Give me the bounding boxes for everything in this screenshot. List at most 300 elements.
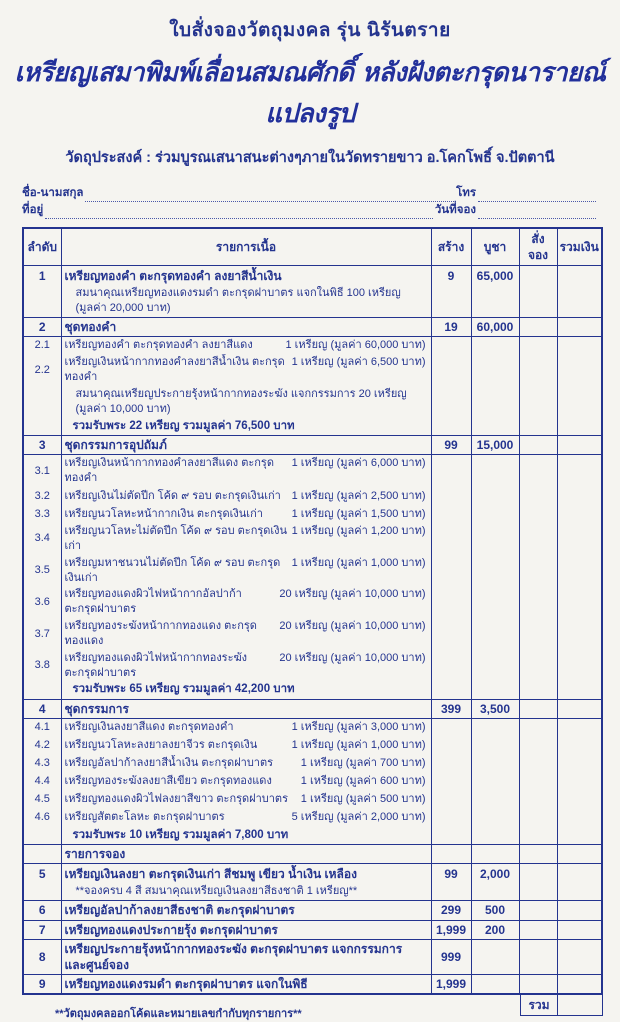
row-index: 4.1 <box>23 719 61 737</box>
row-index: 9 <box>23 975 61 995</box>
row-quantity-value <box>426 941 428 973</box>
row-description: เหรียญทองคำ ตะกรุดทองคำ ลงยาสีน้ำเงิน <box>64 268 282 283</box>
row-order-blank-cell[interactable] <box>519 555 557 587</box>
row-total-blank-cell[interactable] <box>557 354 602 386</box>
row-made-count <box>431 719 471 737</box>
table-row <box>23 920 602 939</box>
row-index: 3.8 <box>23 650 61 682</box>
row-price <box>471 505 519 523</box>
row-total-blank-cell[interactable] <box>557 650 602 682</box>
row-description-cell <box>61 586 431 618</box>
booking-date-input-line[interactable] <box>478 206 596 219</box>
table-row <box>23 827 602 845</box>
row-total-blank-cell[interactable] <box>557 436 602 455</box>
grand-total-label: รวม <box>520 995 558 1016</box>
row-made-count <box>431 586 471 618</box>
row-order-blank-cell[interactable] <box>519 845 557 864</box>
table-row <box>23 436 602 455</box>
address-label: ที่อยู่ <box>22 204 44 216</box>
row-description: รวมรับพระ 10 เหรียญ รวมมูลค่า 7,800 บาท <box>72 828 289 841</box>
row-description: เหรียญเงินไม่ตัดปีก โค้ด ๙ รอบ ตะกรุดเงินเก่า <box>64 489 281 502</box>
table-row <box>23 285 602 317</box>
row-description-cell <box>61 755 431 773</box>
row-made-count <box>431 827 471 845</box>
row-price <box>471 650 519 682</box>
row-quantity-value <box>426 922 428 938</box>
row-description: สมนาคุณเหรียญทองแดงรมดำ ตะกรุดฝาบาตร แจกในพิธี 100 เหรียญ (มูลค่า 20,000 บาท) <box>75 286 401 314</box>
row-description-cell <box>61 901 431 920</box>
booking-date-label: วันที่จอง <box>434 204 476 216</box>
table-row <box>23 487 602 505</box>
row-total-blank-cell[interactable] <box>557 523 602 555</box>
row-description: เหรียญทองแดงผิวไฟหน้ากากอัลปาก้า ตะกรุดฝาบาตร <box>64 588 242 616</box>
table-row <box>23 864 602 883</box>
col-header-order: สั่งจอง <box>519 228 557 266</box>
row-quantity-value: 20 เหรียญ (มูลค่า 10,000 บาท) <box>279 588 426 601</box>
row-price <box>471 386 519 418</box>
row-description: เหรียญทองแดงรมดำ ตะกรุดฝาบาตร แจกในพิธี <box>64 977 308 992</box>
row-description-cell <box>61 681 431 699</box>
row-order-blank-cell[interactable] <box>519 719 557 737</box>
row-description-cell <box>61 650 431 682</box>
row-total-blank-cell[interactable] <box>557 386 602 418</box>
row-description-cell <box>61 791 431 809</box>
row-description-cell <box>61 266 431 285</box>
table-header-row <box>23 228 602 266</box>
row-price <box>471 354 519 386</box>
row-total-blank-cell[interactable] <box>557 883 602 901</box>
row-price <box>471 418 519 436</box>
row-total-blank-cell[interactable] <box>557 285 602 317</box>
row-quantity-value <box>426 387 428 417</box>
row-made-count <box>431 354 471 386</box>
row-description: ชุดกรรมการ <box>64 701 129 716</box>
row-order-blank-cell[interactable] <box>519 618 557 650</box>
row-order-blank-cell[interactable] <box>519 737 557 755</box>
row-total-blank-cell[interactable] <box>557 505 602 523</box>
row-made-count: 1,999 <box>431 920 471 939</box>
row-description-cell <box>61 354 431 386</box>
row-quantity-value <box>426 419 428 435</box>
row-order-blank-cell[interactable] <box>519 317 557 336</box>
row-quantity-value <box>426 701 428 717</box>
row-index <box>23 827 61 845</box>
row-quantity-value: 1 เหรียญ (มูลค่า 700 บาท) <box>300 757 426 770</box>
grand-total-blank-cell[interactable] <box>558 995 603 1016</box>
row-total-blank-cell[interactable] <box>557 755 602 773</box>
row-description-cell <box>61 864 431 883</box>
row-index: 3.1 <box>23 455 61 487</box>
address-input-line[interactable] <box>45 206 433 219</box>
row-made-count: 99 <box>431 864 471 883</box>
row-index: 4.3 <box>23 755 61 773</box>
row-description-cell <box>61 809 431 827</box>
table-row <box>23 317 602 336</box>
row-description-cell <box>61 737 431 755</box>
row-price: 3,500 <box>471 699 519 718</box>
row-index: 4.2 <box>23 737 61 755</box>
row-description-cell <box>61 455 431 487</box>
row-order-blank-cell[interactable] <box>519 883 557 901</box>
row-index <box>23 285 61 317</box>
row-quantity-value <box>426 319 428 335</box>
row-price <box>471 336 519 354</box>
row-total-blank-cell[interactable] <box>557 618 602 650</box>
row-total-blank-cell[interactable] <box>557 487 602 505</box>
row-order-blank-cell[interactable] <box>519 681 557 699</box>
name-label: ชื่อ-นามสกุล <box>22 187 84 199</box>
table-row <box>23 650 602 682</box>
row-description-cell <box>61 975 431 995</box>
row-total-blank-cell[interactable] <box>557 586 602 618</box>
row-made-count <box>431 809 471 827</box>
row-description-cell <box>61 505 431 523</box>
row-total-blank-cell[interactable] <box>557 681 602 699</box>
table-row <box>23 586 602 618</box>
row-description: เหรียญนวโลหะหน้ากากเงิน ตะกรุดเงินเก่า <box>64 507 263 520</box>
row-price: 65,000 <box>471 266 519 285</box>
phone-label: โทร <box>456 187 476 199</box>
row-total-blank-cell[interactable] <box>557 920 602 939</box>
row-order-blank-cell[interactable] <box>519 773 557 791</box>
row-description-cell <box>61 336 431 354</box>
row-made-count <box>431 737 471 755</box>
row-index: 4 <box>23 699 61 718</box>
row-quantity-value: 1 เหรียญ (มูลค่า 6,000 บาท) <box>291 457 426 470</box>
row-price <box>471 487 519 505</box>
row-order-blank-cell[interactable] <box>519 266 557 285</box>
table-row <box>23 505 602 523</box>
table-row <box>23 618 602 650</box>
row-order-blank-cell[interactable] <box>519 354 557 386</box>
row-made-count <box>431 681 471 699</box>
row-description: เหรียญทองคำ ตะกรุดทองคำ ลงยาสีแดง <box>64 339 253 352</box>
order-table-body <box>23 266 602 994</box>
row-description: เหรียญนวโลหะไม่ตัดปีก โค้ด ๙ รอบ ตะกรุดเงินเก่า <box>64 525 288 552</box>
row-price <box>471 618 519 650</box>
row-order-blank-cell[interactable] <box>519 901 557 920</box>
row-total-blank-cell[interactable] <box>557 975 602 995</box>
row-quantity-value <box>426 902 428 918</box>
row-quantity-value: 1 เหรียญ (มูลค่า 6,500 บาท) <box>291 356 426 369</box>
row-total-blank-cell[interactable] <box>557 791 602 809</box>
table-row <box>23 386 602 418</box>
row-order-blank-cell[interactable] <box>519 827 557 845</box>
row-description-cell <box>61 285 431 317</box>
row-description: เหรียญเงินหน้ากากทองคำลงยาสีน้ำเงิน ตะกรุดทองคำ <box>64 356 285 384</box>
row-price <box>471 827 519 845</box>
row-quantity-value <box>426 976 428 992</box>
row-total-blank-cell[interactable] <box>557 336 602 354</box>
row-description: รวมรับพระ 65 เหรียญ รวมมูลค่า 42,200 บาท <box>72 683 295 696</box>
row-index <box>23 883 61 901</box>
row-order-blank-cell[interactable] <box>519 791 557 809</box>
row-total-blank-cell[interactable] <box>557 864 602 883</box>
row-quantity-value: 5 เหรียญ (มูลค่า 2,000 บาท) <box>291 811 426 824</box>
table-row <box>23 901 602 920</box>
row-made-count <box>431 845 471 864</box>
row-total-blank-cell[interactable] <box>557 939 602 974</box>
row-made-count <box>431 755 471 773</box>
row-order-blank-cell[interactable] <box>519 586 557 618</box>
row-quantity-value <box>426 437 428 453</box>
row-index: 5 <box>23 864 61 883</box>
row-made-count <box>431 618 471 650</box>
row-made-count: 1,999 <box>431 975 471 995</box>
row-made-count <box>431 523 471 555</box>
table-row <box>23 681 602 699</box>
row-order-blank-cell[interactable] <box>519 505 557 523</box>
row-quantity-value <box>426 846 428 862</box>
row-made-count <box>431 487 471 505</box>
table-row <box>23 555 602 587</box>
row-description-cell <box>61 523 431 555</box>
row-order-blank-cell[interactable] <box>519 455 557 487</box>
row-order-blank-cell[interactable] <box>519 418 557 436</box>
row-description: เหรียญทองระฆังลงยาสีเขียว ตะกรุดทองแดง <box>64 775 272 788</box>
row-total-blank-cell[interactable] <box>557 809 602 827</box>
row-quantity-value: 1 เหรียญ (มูลค่า 2,500 บาท) <box>291 489 426 502</box>
row-made-count <box>431 883 471 901</box>
row-total-blank-cell[interactable] <box>557 901 602 920</box>
row-index: 3.5 <box>23 555 61 587</box>
row-description: เหรียญมหาชนวนไม่ตัดปีก โค้ด ๙ รอบ ตะกรุดเงินเก่า <box>64 556 281 584</box>
page-title: ใบสั่งจองวัตถุมงคล รุ่น นิรันตราย <box>169 20 451 41</box>
row-description-cell <box>61 719 431 737</box>
row-order-blank-cell[interactable] <box>519 436 557 455</box>
row-description: เหรียญนวโลหะลงยาลงยาจีวร ตะกรุดเงิน <box>64 739 258 752</box>
row-made-count <box>431 285 471 317</box>
row-order-blank-cell[interactable] <box>519 386 557 418</box>
table-row <box>23 939 602 974</box>
col-header-index: ลำดับ <box>23 228 61 266</box>
col-header-made: สร้าง <box>431 228 471 266</box>
row-description: เหรียญเงินหน้ากากทองคำลงยาสีแดง ตะกรุดทองคำ <box>64 457 274 485</box>
row-quantity-value: 1 เหรียญ (มูลค่า 500 บาท) <box>300 793 426 806</box>
row-index: 2.1 <box>23 336 61 354</box>
row-made-count <box>431 455 471 487</box>
row-made-count <box>431 555 471 587</box>
row-order-blank-cell[interactable] <box>519 699 557 718</box>
col-header-description: รายการเนื้อ <box>61 228 431 266</box>
row-order-blank-cell[interactable] <box>519 336 557 354</box>
row-description-cell <box>61 883 431 901</box>
table-row <box>23 883 602 901</box>
row-price <box>471 455 519 487</box>
row-made-count <box>431 386 471 418</box>
row-quantity-value <box>426 286 428 316</box>
row-description: เหรียญทองแดงผิวไฟลงยาสีขาว ตะกรุดฝาบาตร <box>64 793 288 806</box>
row-total-blank-cell[interactable] <box>557 455 602 487</box>
row-quantity-value <box>426 828 428 844</box>
row-made-count <box>431 418 471 436</box>
row-quantity-value: 1 เหรียญ (มูลค่า 3,000 บาท) <box>291 721 426 734</box>
row-price: 200 <box>471 920 519 939</box>
row-price <box>471 773 519 791</box>
row-order-blank-cell[interactable] <box>519 285 557 317</box>
table-row <box>23 845 602 864</box>
address-date-line <box>22 202 598 219</box>
row-index: 6 <box>23 901 61 920</box>
row-index <box>23 386 61 418</box>
row-description: สมนาคุณเหรียญประกายรุ้งหน้ากากทองระฆัง แจกกรรมการ 20 เหรียญ (มูลค่า 10,000 บาท) <box>75 387 407 415</box>
row-price: 15,000 <box>471 436 519 455</box>
row-description-cell <box>61 436 431 455</box>
row-price <box>471 523 519 555</box>
row-made-count: 9 <box>431 266 471 285</box>
grand-total-boxes <box>520 995 603 1016</box>
row-index: 4.4 <box>23 773 61 791</box>
row-quantity-value <box>426 682 428 698</box>
row-total-blank-cell[interactable] <box>557 845 602 864</box>
row-quantity-value <box>426 268 428 284</box>
col-header-price: บูชา <box>471 228 519 266</box>
row-total-blank-cell[interactable] <box>557 827 602 845</box>
table-row <box>23 523 602 555</box>
row-description: **จองครบ 4 สี สมนาคุณเหรียญเงินลงยาสีธงชาติ 1 เหรียญ** <box>75 885 358 898</box>
row-total-blank-cell[interactable] <box>557 773 602 791</box>
row-description: เหรียญเงินลงยาสีแดง ตะกรุดทองคำ <box>64 721 234 734</box>
row-order-blank-cell[interactable] <box>519 939 557 974</box>
row-description-cell <box>61 920 431 939</box>
row-price <box>471 755 519 773</box>
row-description: เหรียญเงินลงยา ตะกรุดเงินเก่า สีชมพู เขียว น้ำเงิน เหลือง <box>64 866 357 881</box>
row-made-count <box>431 505 471 523</box>
row-index: 7 <box>23 920 61 939</box>
row-price <box>471 737 519 755</box>
row-index <box>23 418 61 436</box>
row-description: ชุดกรรมการอุปถัมภ์ <box>64 438 167 453</box>
row-description: เหรียญทองแดงผิวไฟหน้ากากทองระฆัง ตะกรุดฝาบาตร <box>64 651 248 679</box>
name-input-line[interactable] <box>85 189 454 202</box>
row-index: 3.2 <box>23 487 61 505</box>
order-table <box>22 227 603 995</box>
row-price <box>471 883 519 901</box>
row-total-blank-cell[interactable] <box>557 555 602 587</box>
row-order-blank-cell[interactable] <box>519 809 557 827</box>
row-quantity-value: 20 เหรียญ (มูลค่า 10,000 บาท) <box>279 620 426 633</box>
row-made-count: 299 <box>431 901 471 920</box>
row-quantity-value: 1 เหรียญ (มูลค่า 1,000 บาท) <box>291 739 426 752</box>
table-row <box>23 791 602 809</box>
row-description: เหรียญอัลปาก้าลงยาสีน้ำเงิน ตะกรุดฝาบาตร <box>64 757 274 770</box>
code-note: **วัตถุมงคลออกโค้ดและหมายเลขกำกับทุกรายการ** <box>55 1008 302 1021</box>
table-row <box>23 699 602 718</box>
table-row <box>23 975 602 995</box>
row-price <box>471 681 519 699</box>
row-order-blank-cell[interactable] <box>519 920 557 939</box>
row-order-blank-cell[interactable] <box>519 523 557 555</box>
row-made-count: 19 <box>431 317 471 336</box>
customer-info-form <box>22 185 598 219</box>
row-description-cell <box>61 386 431 418</box>
table-row <box>23 773 602 791</box>
row-made-count <box>431 773 471 791</box>
row-total-blank-cell[interactable] <box>557 418 602 436</box>
row-index: 8 <box>23 939 61 974</box>
row-total-blank-cell[interactable] <box>557 317 602 336</box>
row-price <box>471 845 519 864</box>
row-price: 2,000 <box>471 864 519 883</box>
table-row <box>23 455 602 487</box>
row-order-blank-cell[interactable] <box>519 650 557 682</box>
row-description-cell <box>61 487 431 505</box>
row-made-count <box>431 650 471 682</box>
row-total-blank-cell[interactable] <box>557 266 602 285</box>
row-description-cell <box>61 845 431 864</box>
row-index: 3 <box>23 436 61 455</box>
row-index: 3.7 <box>23 618 61 650</box>
row-description-cell <box>61 939 431 974</box>
row-index <box>23 845 61 864</box>
row-order-blank-cell[interactable] <box>519 755 557 773</box>
row-description-cell <box>61 699 431 718</box>
row-index: 3.6 <box>23 586 61 618</box>
row-made-count: 999 <box>431 939 471 974</box>
below-table-band <box>22 995 603 1022</box>
table-row <box>23 719 602 737</box>
row-description: รายการจอง <box>64 847 126 862</box>
row-quantity-value: 1 เหรียญ (มูลค่า 600 บาท) <box>300 775 426 788</box>
row-price <box>471 555 519 587</box>
row-total-blank-cell[interactable] <box>557 737 602 755</box>
table-row <box>23 266 602 285</box>
row-description-cell <box>61 827 431 845</box>
row-total-blank-cell[interactable] <box>557 719 602 737</box>
row-description: รวมรับพระ 22 เหรียญ รวมมูลค่า 76,500 บาท <box>72 419 295 432</box>
name-phone-line <box>22 185 598 202</box>
row-description: เหรียญประกายรุ้งหน้ากากทองระฆัง ตะกรุดฝาบาตร แจกกรรมการและศูนย์จอง <box>64 941 403 972</box>
row-description: ชุดทองคำ <box>64 319 117 334</box>
col-header-total: รวมเงิน <box>557 228 602 266</box>
row-made-count: 99 <box>431 436 471 455</box>
row-order-blank-cell[interactable] <box>519 864 557 883</box>
row-made-count: 399 <box>431 699 471 718</box>
row-index: 1 <box>23 266 61 285</box>
row-description: เหรียญอัลปาก้าลงยาสีธงชาติ ตะกรุดฝาบาตร <box>64 903 295 918</box>
row-made-count <box>431 336 471 354</box>
row-quantity-value <box>426 884 428 899</box>
row-description-cell <box>61 618 431 650</box>
row-quantity-value: 1 เหรียญ (มูลค่า 1,500 บาท) <box>291 507 426 520</box>
row-price <box>471 939 519 974</box>
row-order-blank-cell[interactable] <box>519 487 557 505</box>
phone-input-line[interactable] <box>478 189 596 202</box>
row-price <box>471 719 519 737</box>
row-description-cell <box>61 773 431 791</box>
row-quantity-value: 1 เหรียญ (มูลค่า 1,000 บาท) <box>291 556 426 569</box>
row-quantity-value <box>426 866 428 882</box>
row-index: 4.5 <box>23 791 61 809</box>
row-description-cell <box>61 418 431 436</box>
amulet-series-title: เหรียญเสมาพิมพ์เลื่อนสมณศักดิ์ หลังฝังตะกรุดนารายณ์แปลงรูป <box>14 58 606 129</box>
row-index: 3.3 <box>23 505 61 523</box>
table-row <box>23 336 602 354</box>
row-order-blank-cell[interactable] <box>519 975 557 995</box>
row-price: 500 <box>471 901 519 920</box>
row-quantity-value: 1 เหรียญ (มูลค่า 1,200 บาท) <box>291 525 426 538</box>
row-description: เหรียญทองแดงประกายรุ้ง ตะกรุดฝาบาตร <box>64 922 278 937</box>
row-index: 2.2 <box>23 354 61 386</box>
row-price <box>471 975 519 995</box>
row-index: 4.6 <box>23 809 61 827</box>
row-description-cell <box>61 555 431 587</box>
row-total-blank-cell[interactable] <box>557 699 602 718</box>
row-price <box>471 586 519 618</box>
row-index: 3.4 <box>23 523 61 555</box>
row-description: เหรียญทองระฆังหน้ากากทองแดง ตะกรุดทองแดง <box>64 620 257 647</box>
table-row <box>23 737 602 755</box>
